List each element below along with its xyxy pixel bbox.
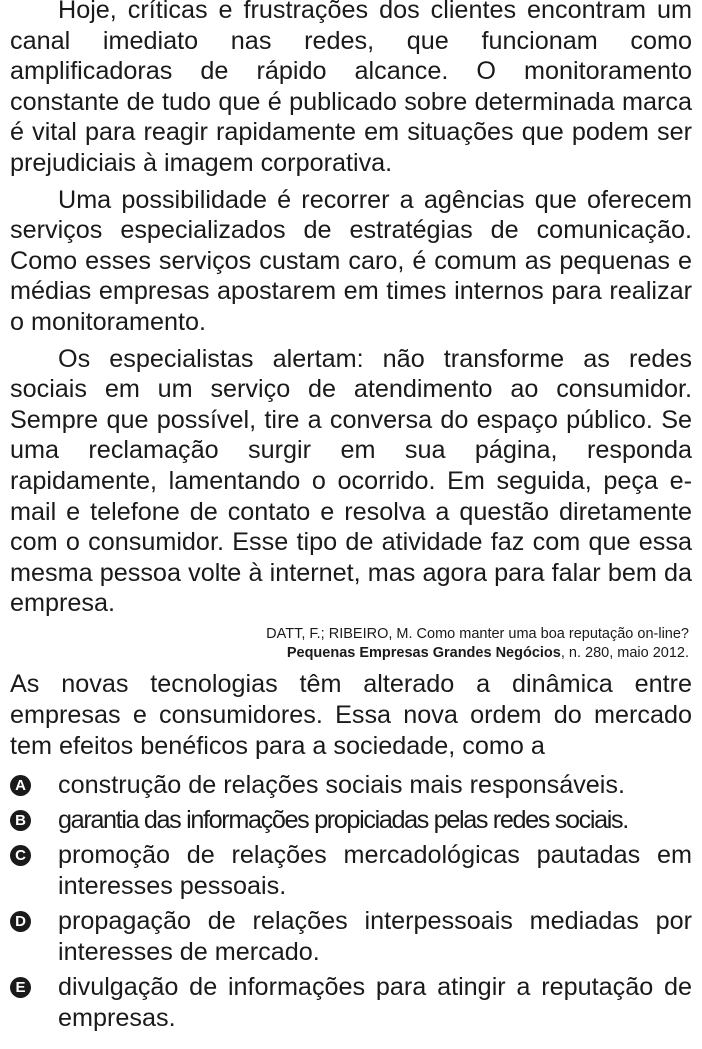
- option-text: divulgação de informações para atingir a reputação de empresas.: [58, 972, 692, 1032]
- option-d[interactable]: [10, 906, 692, 968]
- citation-authors-title: DATT, F.; RIBEIRO, M. Como manter uma boa reputação on-line?: [266, 625, 689, 642]
- option-e[interactable]: [10, 972, 692, 1034]
- option-text: garantia das informações propiciadas pelas redes sociais.: [58, 805, 628, 834]
- citation-source-name: Pequenas Empresas Grandes Negócios: [286, 644, 561, 661]
- option-text: construção de relações sociais mais responsáveis.: [58, 770, 625, 799]
- citation-publication: [10, 644, 689, 663]
- option-letter-badge: B: [10, 810, 31, 831]
- answer-options: [10, 770, 692, 1034]
- citation-source-details: , n. 280, maio 2012.: [560, 644, 689, 661]
- source-citation: [10, 625, 689, 663]
- question-stem: As novas tecnologias têm alterado a dinâmica entre empresas e consumidores. Essa nova ordem do mercado tem efeitos benéficos para a sociedade, como a: [10, 669, 692, 760]
- option-a[interactable]: [10, 770, 692, 801]
- option-text: promoção de relações mercadológicas pautadas em interesses pessoais.: [58, 840, 692, 900]
- text-paragraph-1: Hoje, críticas e frustrações dos clientes encontram um canal imediato nas redes, que funcionam como amplificadoras de rápido alcance. O monitoramento constante de tudo que é publicado sobre determinada marca é vital para reagir rapidamente em situações que podem ser prejudiciais à imagem corporativa.: [10, 0, 692, 177]
- option-letter-badge: D: [10, 911, 31, 932]
- option-text: propagação de relações interpessoais mediadas por interesses de mercado.: [58, 906, 692, 966]
- text-paragraph-3: Os especialistas alertam: não transforme as redes sociais em um serviço de atendimento ao consumidor. Sempre que possível, tire a conversa do espaço público. Se uma reclamação surgir em sua página, responda rapidamente, lamentando o ocorrido. Em seguida, peça e-mail e telefone de contato e resolva a questão diretamente com o consumidor. Esse tipo de atividade faz com que essa mesma pessoa volte à internet, mas agora para falar bem da empresa.: [10, 344, 692, 618]
- option-b[interactable]: [10, 805, 692, 836]
- option-c[interactable]: [10, 840, 692, 902]
- option-letter-badge: E: [10, 977, 31, 998]
- option-letter-badge: A: [10, 775, 31, 796]
- text-paragraph-2: Uma possibilidade é recorrer a agências que oferecem serviços especializados de estratégias de comunicação. Como esses serviços custam caro, é comum as pequenas e médias empresas apostarem em times internos para realizar o monitoramento.: [10, 185, 692, 336]
- option-letter-badge: C: [10, 845, 31, 866]
